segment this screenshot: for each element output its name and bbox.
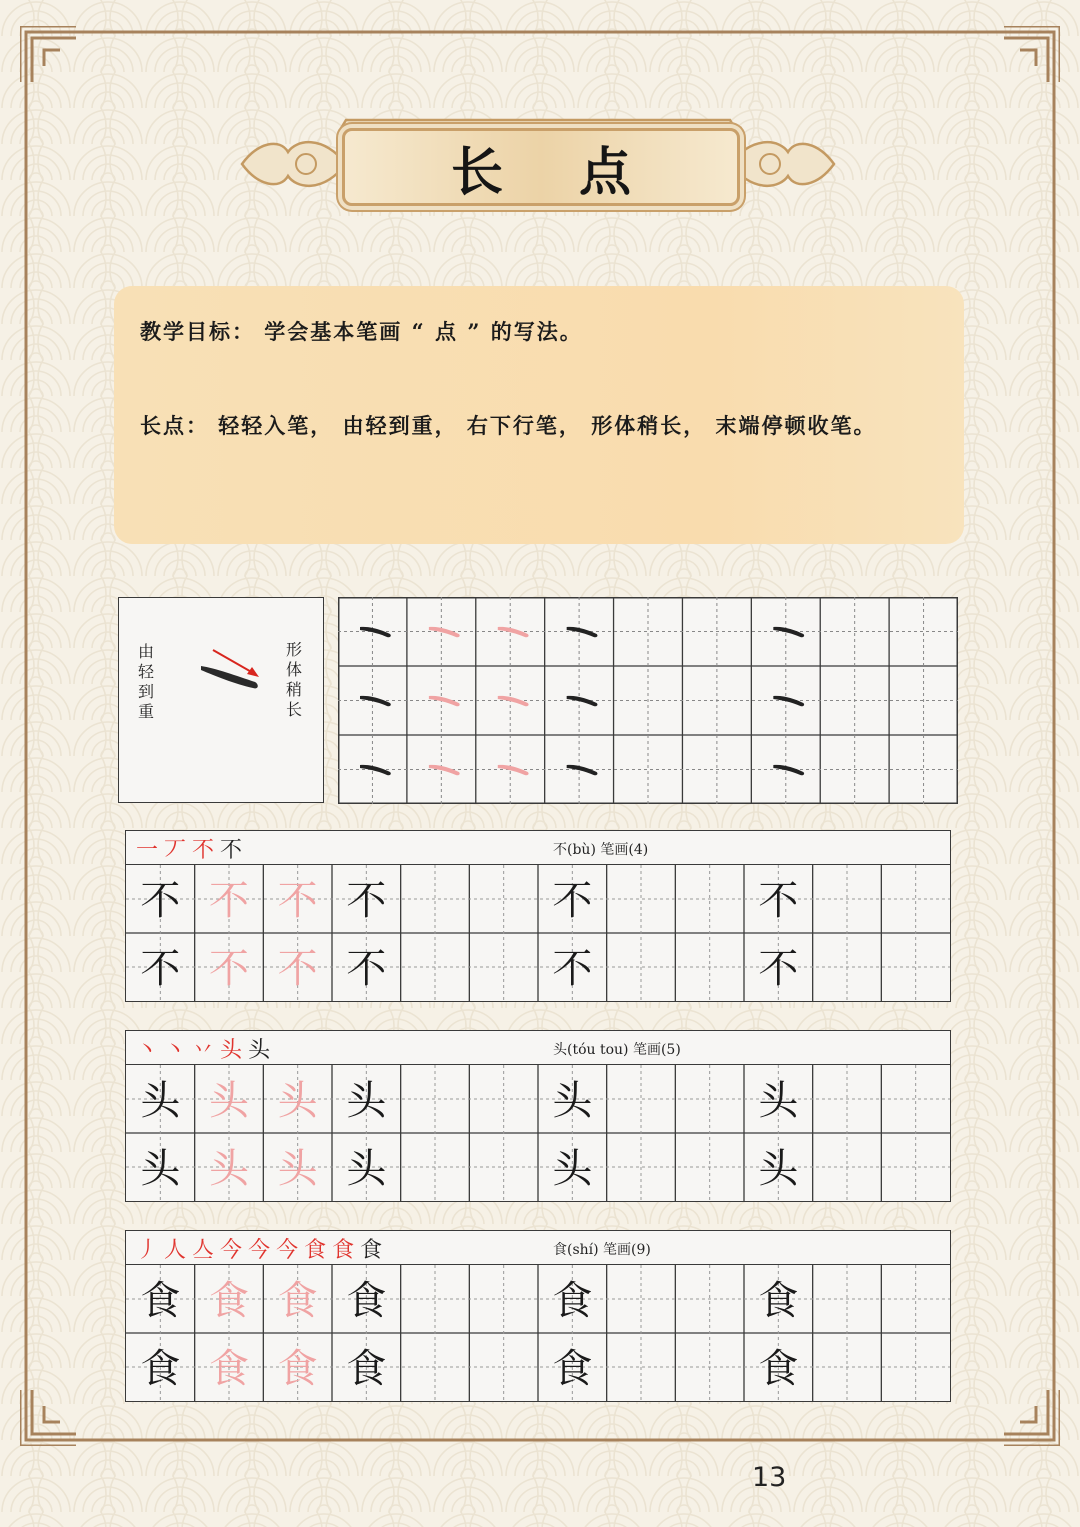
trace-char: 头 [209,1078,249,1124]
stroke-order-sequence [136,1033,276,1064]
page-title [345,131,737,203]
stroke-demo-box [118,597,324,803]
practice-char: 食 [758,1346,799,1392]
practice-char: 头 [140,1146,181,1192]
char-practice-grid [126,1265,950,1401]
demo-left-label: 由轻到重 [137,642,154,721]
char-section-header [126,1031,950,1065]
trace-char: 食 [209,1346,249,1392]
stroke-order-step: 今 [276,1238,299,1263]
stroke-order-step: 丶 [136,1038,159,1063]
char-section-tou [125,1030,951,1202]
practice-char: 不 [758,946,799,992]
char-info: 不(bù) 笔画(4) [553,842,649,858]
trace-char: 不 [209,946,249,992]
stroke-order-step: 今 [248,1238,271,1263]
practice-char: 不 [552,946,593,992]
trace-char: 头 [209,1146,249,1192]
char-info: 食(shí) 笔画(9) [553,1242,651,1258]
trace-char: 不 [277,878,318,924]
objective-text: 教学目标： 学会基本笔画 “ 点 ” 的写法。 [140,319,583,344]
trace-char: 食 [277,1278,318,1324]
practice-char: 食 [346,1346,387,1392]
stroke-order-step: 头 [248,1038,271,1063]
practice-char: 食 [552,1278,593,1324]
char-info: 头(tóu tou) 笔画(5) [553,1042,681,1058]
stroke-order-step: 亼 [192,1238,215,1263]
practice-char: 不 [552,878,593,924]
title-char-2: 点 [579,141,632,203]
trace-char: 头 [277,1078,318,1124]
title-plaque [342,128,740,206]
practice-char: 头 [346,1146,387,1192]
long-dot-instruction: 长点： 轻轻入笔， 由轻到重， 右下行笔， 形体稍长， 末端停顿收笔。 [140,413,877,438]
practice-char: 食 [758,1278,799,1324]
trace-char: 不 [209,878,249,924]
practice-char: 食 [140,1278,181,1324]
stroke-order-step: 丶 [164,1038,187,1063]
demo-right-label: 形体稍长 [285,640,302,719]
trace-char: 食 [277,1346,318,1392]
stroke-order-step: 丿 [136,1238,159,1263]
practice-char: 不 [346,878,387,924]
stroke-order-step: 不 [192,838,215,863]
trace-char: 头 [277,1146,318,1192]
stroke-order-step: 头 [220,1038,243,1063]
page-number: 13 [752,1462,787,1493]
trace-char: 食 [209,1278,249,1324]
stroke-order-sequence [136,833,248,864]
stroke-order-step: 一 [136,838,159,863]
teaching-objective-box [114,286,964,544]
stroke-order-step: 食 [360,1238,383,1263]
stroke-order-step: 食 [332,1238,355,1263]
title-char-1: 长 [450,141,503,203]
practice-char: 头 [552,1078,593,1124]
stroke-order-step: 食 [304,1238,327,1263]
practice-char: 不 [346,946,387,992]
practice-char: 食 [346,1278,387,1324]
practice-char: 不 [758,878,799,924]
practice-char: 食 [140,1346,181,1392]
practice-char: 头 [140,1078,181,1124]
long-dot-demo-stroke [119,598,325,804]
char-section-header [126,831,950,865]
practice-char: 头 [758,1146,799,1192]
stroke-order-step: 今 [220,1238,243,1263]
char-practice-grid [126,1065,950,1201]
trace-char: 不 [277,946,318,992]
char-section-bu [125,830,951,1002]
char-section-header [126,1231,950,1265]
stroke-order-sequence [136,1233,388,1264]
char-section-shi [125,1230,951,1402]
practice-char: 不 [140,878,181,924]
char-practice-grid [126,865,950,1001]
stroke-order-step: 丆 [164,838,187,863]
practice-char: 食 [552,1346,593,1392]
practice-char: 不 [140,946,181,992]
practice-char: 头 [552,1146,593,1192]
stroke-order-step: 丷 [192,1038,215,1063]
title-banner [236,112,840,216]
stroke-practice-grid [338,597,958,804]
stroke-order-step: 人 [164,1238,187,1263]
practice-char: 头 [346,1078,387,1124]
practice-char: 头 [758,1078,799,1124]
stroke-order-step: 不 [220,838,243,863]
